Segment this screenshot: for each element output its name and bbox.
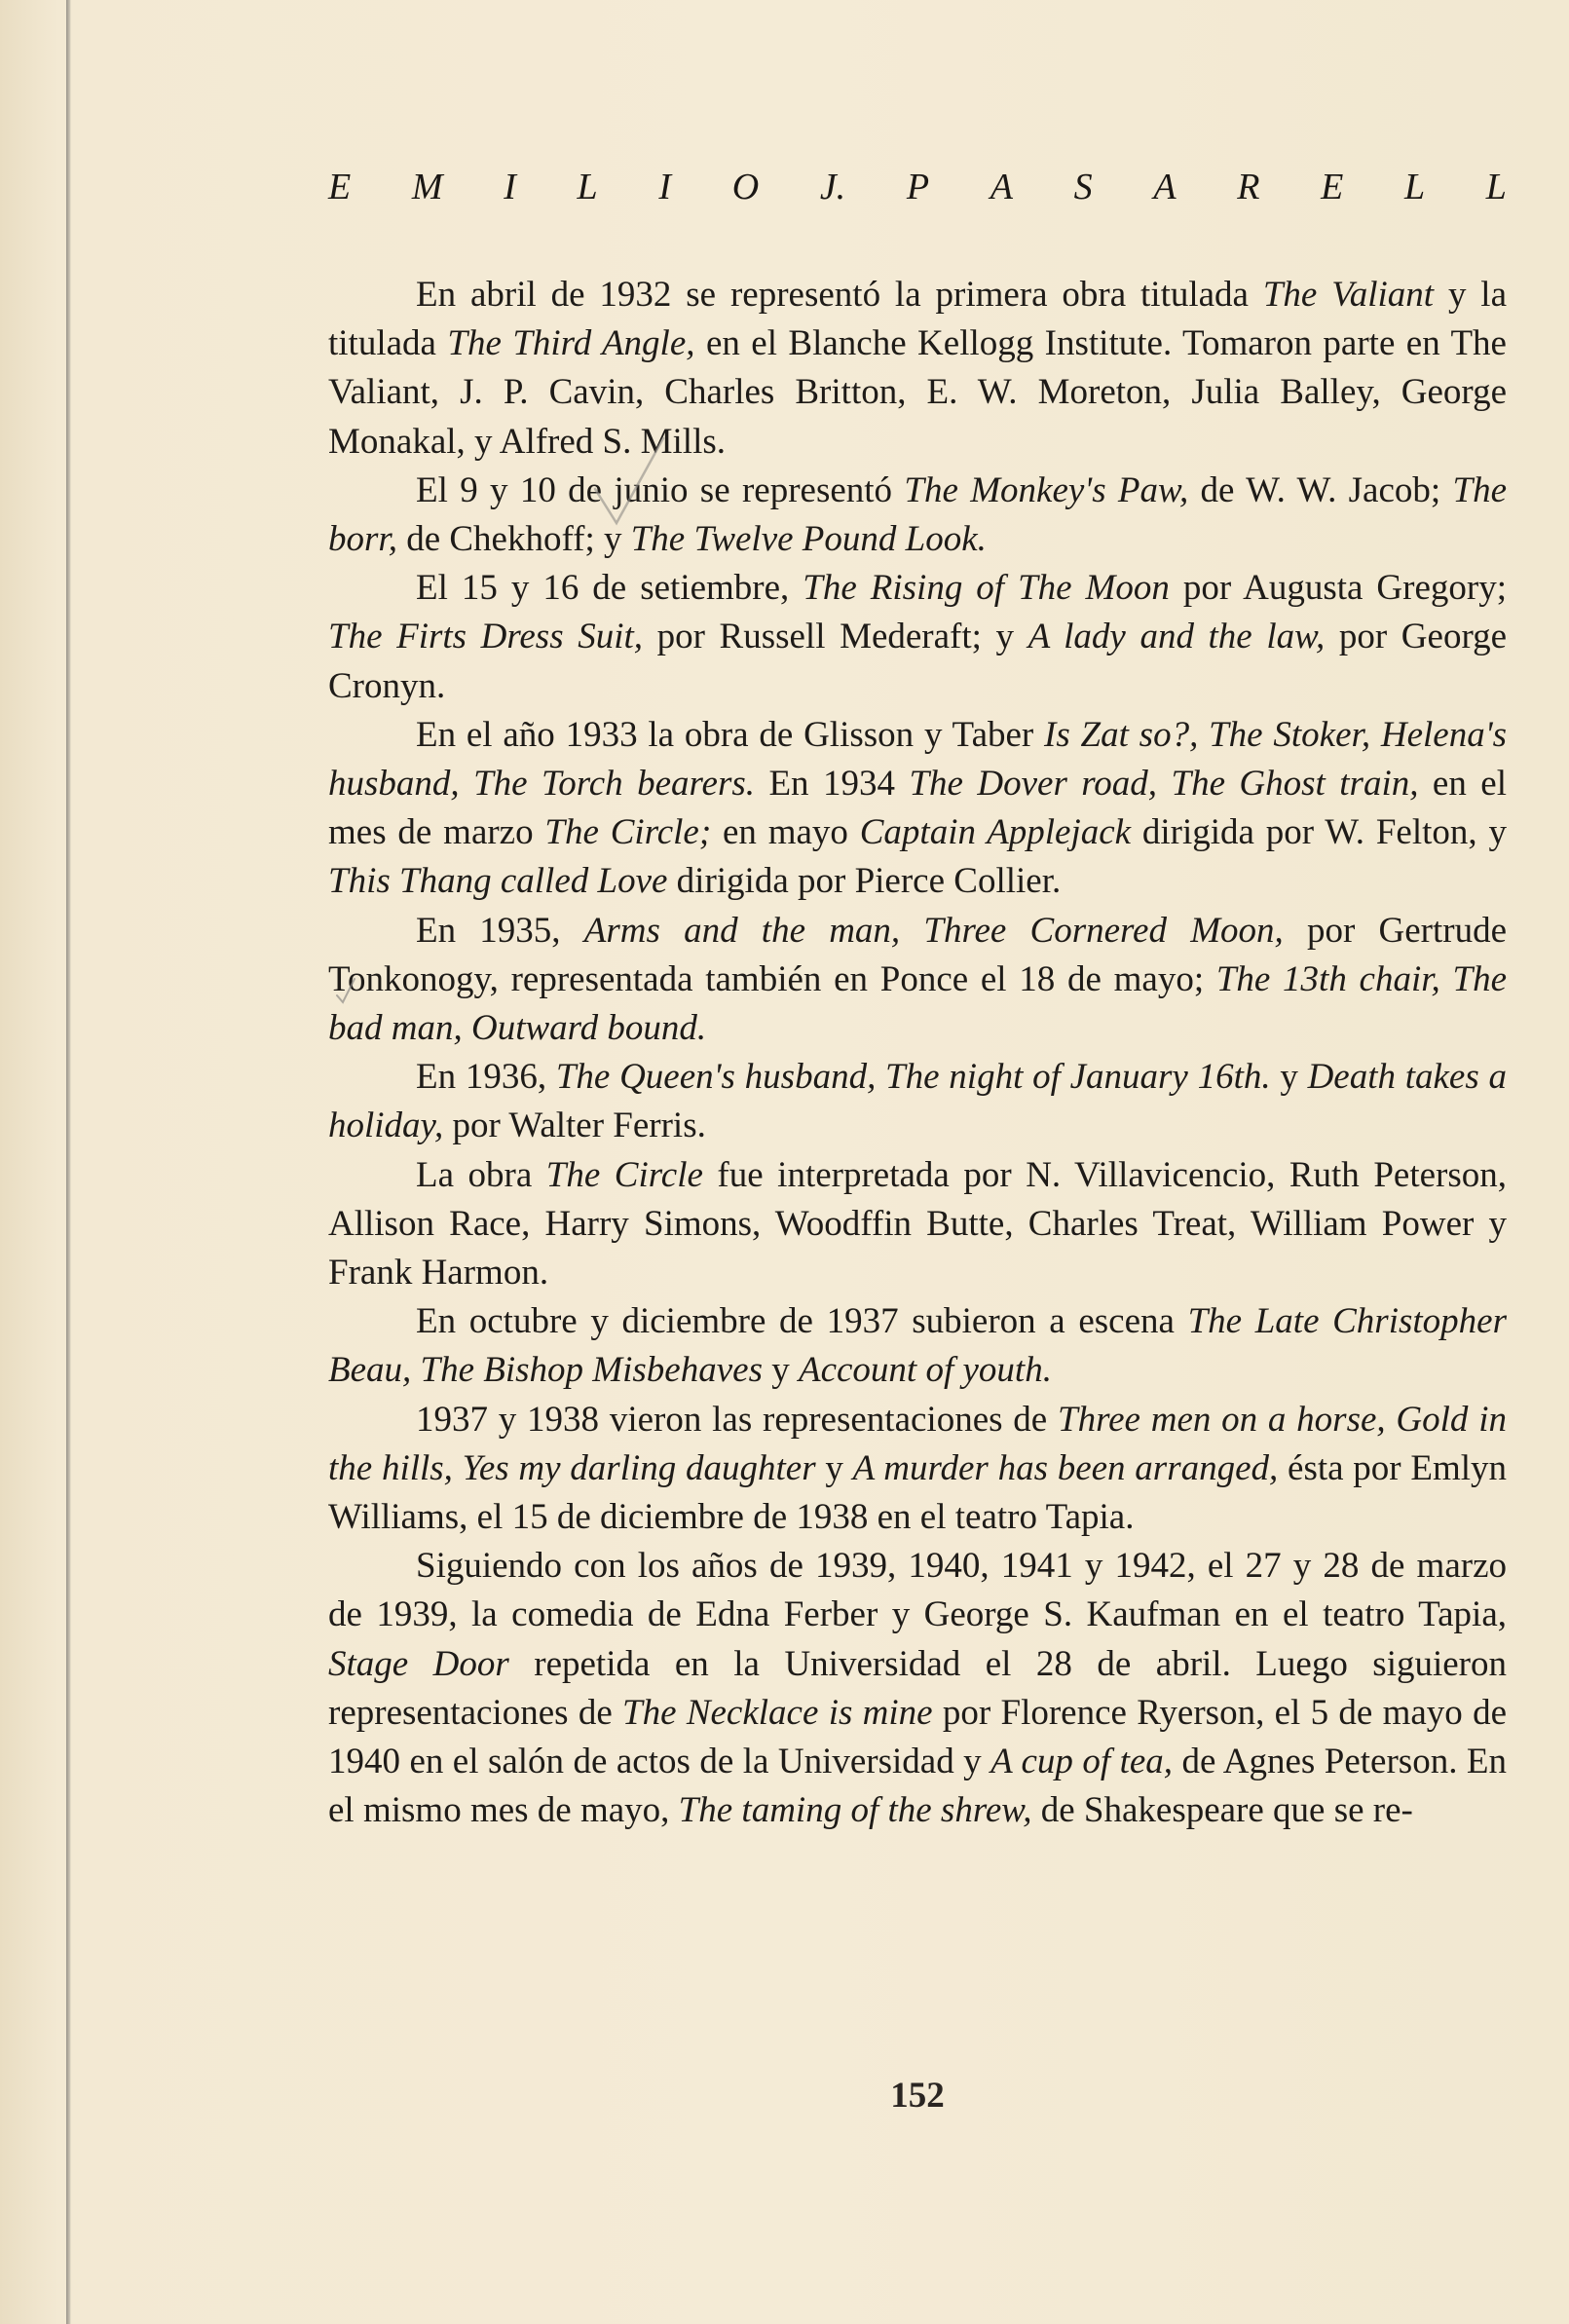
paragraph bbox=[328, 1542, 1507, 1835]
italic-title: Death takes a holiday, bbox=[328, 1057, 1507, 1146]
text-run: de Chekhoff; y bbox=[396, 519, 631, 560]
header-letter: A bbox=[990, 167, 1013, 207]
paragraph bbox=[328, 1396, 1507, 1543]
text-run: En 1934 bbox=[755, 764, 910, 805]
text-run: por Walter Ferris. bbox=[443, 1106, 706, 1146]
page-binding-edge bbox=[66, 0, 71, 2324]
header-letter: M bbox=[411, 167, 443, 207]
header-letter: P bbox=[906, 167, 930, 207]
italic-title: The 13th chair, The bad man, Outward bound. bbox=[328, 958, 1508, 1049]
paragraph bbox=[328, 907, 1507, 1054]
text-run: ésta por Emlyn Williams, el 15 de diciembre de 1938 en el teatro Tapia. bbox=[328, 1447, 1508, 1538]
header-letter: E bbox=[1321, 167, 1344, 207]
text-run: de Agnes Peterson. En el mismo mes de mayo, bbox=[328, 1742, 1507, 1831]
italic-title: Arms and the man, Three Cornered Moon, bbox=[583, 910, 1284, 951]
text-run: de W. W. Jacob; bbox=[1188, 469, 1453, 510]
paragraph bbox=[328, 1297, 1507, 1395]
italic-title: The Rising of The Moon bbox=[803, 568, 1170, 609]
italic-title: The Late Christopher Beau, The Bishop Misbehaves bbox=[328, 1301, 1507, 1391]
italic-title: Is Zat so?, The Stoker, Helena's husband, The Torch bearers. bbox=[328, 714, 1508, 805]
italic-title: The Monkey's Paw, bbox=[904, 469, 1189, 510]
text-run: y la titulada bbox=[328, 275, 1508, 364]
text-run: de Shakespeare que se re- bbox=[1031, 1790, 1413, 1831]
text-run: por Gertrude Tonkonogy, representada también en Ponce el 18 de mayo; bbox=[328, 910, 1507, 999]
text-run: y bbox=[1270, 1057, 1308, 1098]
italic-title: Stage Door bbox=[328, 1643, 509, 1684]
italic-title: Three men on a horse, Gold in the hills, Yes my darling daughter bbox=[328, 1399, 1507, 1488]
paragraph bbox=[328, 1151, 1507, 1298]
italic-title: The Circle; bbox=[544, 812, 712, 853]
italic-title: The Twelve Pound Look. bbox=[630, 519, 987, 560]
text-run: El 9 y 10 de junio se representó bbox=[416, 469, 905, 510]
text-run: dirigida por W. Felton, y bbox=[1131, 812, 1507, 853]
header-letter: A bbox=[1153, 167, 1177, 207]
paragraph bbox=[328, 271, 1507, 467]
italic-title: The Circle bbox=[545, 1154, 703, 1195]
text-run: por George Cronyn. bbox=[328, 617, 1508, 706]
paragraph bbox=[328, 711, 1507, 907]
text-run: por Augusta Gregory; bbox=[1169, 568, 1507, 609]
text-run: en el Blanche Kellogg Institute. Tomaron parte en The Valiant, J. P. Cavin, Charles Britton, E. W. Moreton, Julia Balley, George Monakal, y Alfred S. Mills. bbox=[328, 323, 1507, 462]
text-run: La obra bbox=[416, 1154, 546, 1195]
italic-title: The Firts Dress Suit, bbox=[328, 617, 644, 657]
text-run: En 1936, bbox=[416, 1057, 556, 1098]
italic-title: Account of youth. bbox=[798, 1350, 1052, 1391]
italic-title: The Valiant bbox=[1262, 275, 1435, 315]
text-run: Siguiendo con los años de 1939, 1940, 1941 y 1942, el 27 y 28 de marzo de 1939, la comedia de Edna Ferber y George S. Kaufman en el teatro Tapia, bbox=[328, 1546, 1507, 1635]
text-run: dirigida por Pierce Collier. bbox=[667, 861, 1062, 902]
text-run: repetida en la Universidad el 28 de abril. Luego siguieron representaciones de bbox=[328, 1643, 1507, 1733]
text-run: El 15 y 16 de setiembre, bbox=[416, 568, 803, 609]
italic-title: The taming of the shrew, bbox=[678, 1790, 1032, 1831]
header-letter: I bbox=[658, 167, 672, 207]
paragraph bbox=[328, 564, 1507, 711]
italic-title: A murder has been arranged, bbox=[852, 1447, 1279, 1488]
italic-title: The Queen's husband, The night of January 16th. bbox=[555, 1057, 1271, 1098]
header-letter: L bbox=[1403, 167, 1426, 207]
italic-title: A cup of tea, bbox=[990, 1742, 1174, 1782]
running-header bbox=[328, 166, 1507, 208]
text-run: y bbox=[762, 1350, 799, 1391]
paragraph bbox=[328, 1053, 1507, 1150]
header-letter: L bbox=[577, 167, 598, 207]
text-run: En abril de 1932 se representó la primera obra titulada bbox=[416, 275, 1263, 315]
header-letter: E bbox=[328, 167, 352, 207]
page-number: 152 bbox=[890, 2076, 945, 2116]
italic-title: This Thang called Love bbox=[328, 861, 668, 902]
text-run: por Florence Ryerson, el 5 de mayo de 1940 en el salón de actos de la Universidad y bbox=[328, 1692, 1508, 1782]
text-run: en mayo bbox=[711, 812, 860, 853]
text-run: En el año 1933 la obra de Glisson y Taber bbox=[416, 714, 1045, 755]
italic-title: The Necklace is mine bbox=[622, 1692, 933, 1733]
paragraph bbox=[328, 467, 1507, 564]
text-run: fue interpretada por N. Villavicencio, Ruth Peterson, Allison Race, Harry Simons, Woodffin Butte, Charles Treat, William Power y Frank Harmon. bbox=[328, 1154, 1507, 1293]
italic-title: The Third Angle, bbox=[447, 323, 695, 364]
header-letter: R bbox=[1237, 167, 1260, 207]
text-run: y bbox=[815, 1447, 853, 1488]
italic-title: A lady and the law, bbox=[1027, 617, 1326, 657]
italic-title: Captain Applejack bbox=[859, 812, 1132, 853]
header-letter: O bbox=[731, 167, 760, 207]
header-letter: S bbox=[1073, 167, 1093, 207]
header-letter: J. bbox=[819, 167, 846, 207]
header-letter: L bbox=[1485, 167, 1507, 207]
text-run: En octubre y diciembre de 1937 subieron a escena bbox=[416, 1301, 1188, 1342]
text-run: por Russell Mederaft; y bbox=[643, 617, 1028, 657]
italic-title: The borr, bbox=[328, 469, 1507, 560]
text-run: en el mes de marzo bbox=[328, 764, 1507, 853]
header-letter: I bbox=[504, 167, 516, 207]
body-text bbox=[328, 271, 1507, 1836]
text-run: En 1935, bbox=[416, 910, 584, 951]
text-run: 1937 y 1938 vieron las representaciones de bbox=[416, 1399, 1058, 1440]
italic-title: The Dover road, The Ghost train, bbox=[909, 764, 1419, 805]
